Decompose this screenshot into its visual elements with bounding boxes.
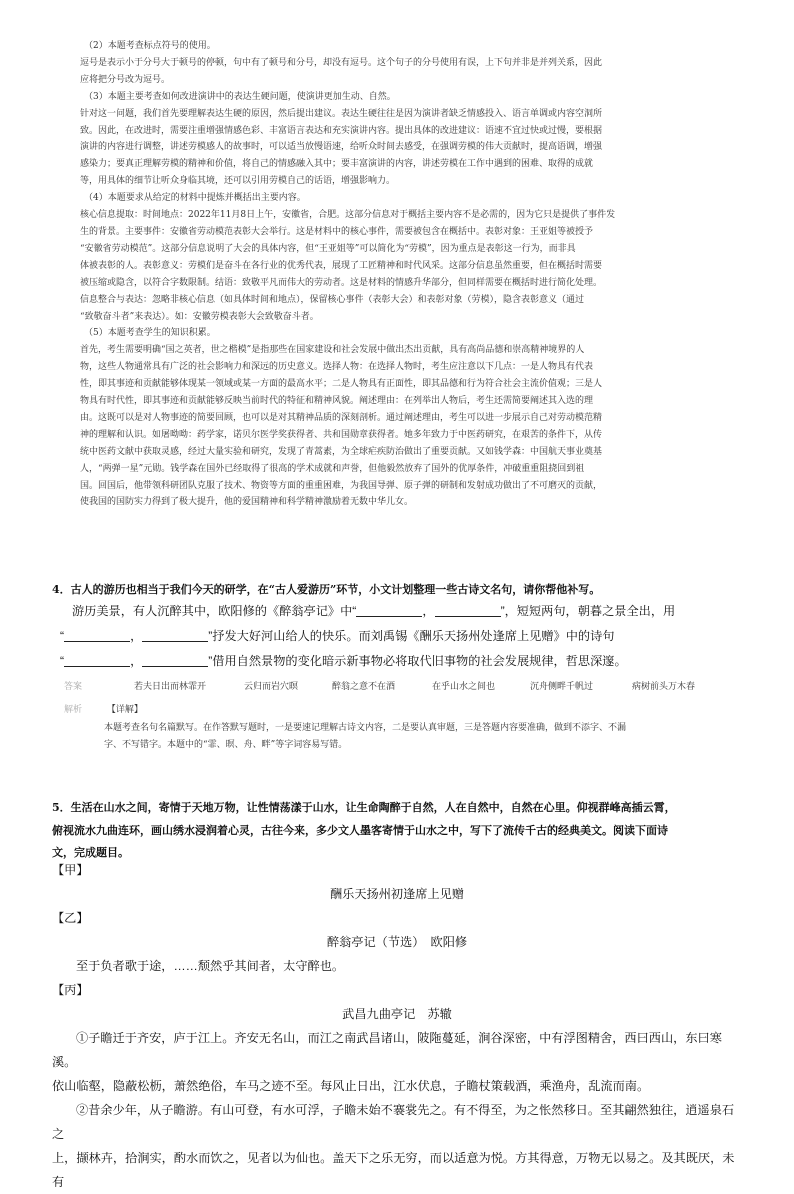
- q4-text: ”借用自然景物的变化暗示新事物必将取代旧事物的社会发展规律，哲思深邃。: [208, 654, 627, 668]
- passage-text-line: 依山临壑，隐蔽松枥，萧然绝俗，车马之迹不至。每风止日出，江水伏息，子瞻杖策载酒，乘渔舟，乱流而南。: [52, 1079, 650, 1093]
- analysis-2-heading: （2）本题考查标点符号的使用。: [84, 41, 216, 51]
- analysis-line: 使我国的国防实力得到了极大提升，他的爱国精神和科学精神激励着无数中华儿女。: [80, 497, 414, 508]
- answer-item: 病树前头万木春: [632, 682, 696, 692]
- analysis-line: 针对这一问题，我们首先要理解表达生硬的原因，然后提出建议。表达生硬往往是因为演讲者缺乏情感投入、语言单调或内容空洞所: [80, 108, 603, 119]
- analysis-line: 物具有时代性，即其事迹和贡献能够反映当前时代的特征和精神风貌。阐述理由：在列举出人物后，考生还需简要阐述其入选的理: [80, 396, 594, 407]
- fill-blank[interactable]: [64, 653, 130, 667]
- question-4-body: [52, 599, 752, 674]
- passage-label-yi: 【乙】: [52, 911, 89, 925]
- fill-blank[interactable]: [64, 628, 130, 642]
- answer-item: 在乎山水之间也: [432, 682, 496, 692]
- passage-title-bing: 武昌九曲亭记 苏辙: [342, 1007, 452, 1021]
- passage-text-yi: 至于负者歌于途，……颓然乎其间者，太守醉也。: [76, 959, 345, 973]
- reading-passages: [52, 858, 742, 1194]
- analysis-line: “安徽省劳动模范”。这部分信息说明了大会的具体内容，但“王亚姐等”可以简化为“劳模”，因为重点是表彰这一行为，而非具: [80, 243, 576, 254]
- fill-blank[interactable]: [435, 603, 501, 617]
- q5-line: 5．生活在山水之间，寄情于天地万物，让性情荡漾于山水，让生命陶醉于自然，人在自然中，自然在心里。仰视群峰高插云霄，: [52, 801, 676, 814]
- analysis-previous-question: [80, 38, 720, 511]
- analysis-line: 应将把分号改为逗号。: [80, 74, 171, 85]
- analysis-4-heading: （4）本题要求从给定的材料中提炼并概括出主要内容。: [84, 193, 306, 204]
- answer-row: [64, 676, 754, 698]
- q4-text: ”抒发大好河山给人的快乐。而刘禹锡《酬乐天扬州处逢席上见赠》中的诗句: [208, 629, 615, 643]
- fill-blank[interactable]: [142, 628, 208, 642]
- analysis-3-heading: （3）本题主要考查如何改进演讲中的表达生硬问题，使演讲更加生动、自然。: [84, 91, 396, 102]
- analysis-line: 信息整合与表达：忽略非核心信息（如具体时间和地点），保留核心事件（表彰大会）和表彰对象（劳模），隐含表彰意义（通过: [80, 294, 585, 305]
- analysis-tag: 解析: [64, 705, 83, 715]
- analysis-line: 致。因此，在改进时，需要注重增强情感色彩、丰富语言表达和充实演讲内容。提出具体的改进建议：语速不宜过快或过慢，要根据: [80, 125, 603, 136]
- analysis-line: 神的理解和认识。如屠呦呦：药学家，诺贝尔医学奖获得者、共和国勋章获得者。她多年致力于中医药研究，在艰苦的条件下，从传: [80, 429, 603, 440]
- analysis-line: 字、不写错字。本题中的“霏、暝、舟、畔”等字词容易写错。: [104, 740, 348, 750]
- question-5-heading: [52, 797, 752, 865]
- passage-title-jia: 酬乐天扬州初逢席上见赠: [329, 887, 465, 901]
- fill-blank[interactable]: [142, 653, 208, 667]
- q4-text: “: [60, 654, 65, 668]
- analysis-line: 生的背景。主要事件：安徽省劳动模范表彰大会举行。这是材料中的核心事件，需要被包含在概括中。表彰对象：王亚姐等被授予: [80, 226, 594, 237]
- analysis-line: 演讲的内容进行调整，讲述劳模感人的故事时，可以适当放慢语速，给听众时间去感受，在强调劳模的伟大贡献时，提高语调，增强: [80, 142, 603, 153]
- analysis-line: 首先，考生需要明确“国之英者，世之楷模”是指那些在国家建设和社会发展中做出杰出贡献，具有高尚品德和崇高精神境界的人: [80, 345, 585, 356]
- analysis-line: 逗号是表示小于分号大于顿号的停顿，句中有了顿号和分号，却没有逗号。这个句子的分号使用有误，上下句并非是并列关系，因此: [80, 57, 603, 68]
- answer-item: 醉翁之意不在酒: [332, 682, 396, 692]
- analysis-detail-label: 【详解】: [106, 705, 143, 715]
- passage-label-jia: 【甲】: [52, 863, 89, 877]
- answer-item: 云归而岩穴暝: [244, 682, 299, 692]
- analysis-line: 物，这些人物通常具有广泛的社会影响力和深远的历史意义。选择人物：在选择人物时，考生应注意以下几点：一是人物具有代表: [80, 362, 594, 373]
- analysis-line: 国。回国后，他带领科研团队克服了技术、物资等方面的重重困难，为我国导弹、原子弹的研制和发射成功做出了不可磨灭的贡献，: [80, 480, 603, 491]
- analysis-line: “致敬奋斗者”来表达）。如：安徽劳模表彰大会致敬奋斗者。: [80, 311, 319, 322]
- q4-text: ，: [130, 654, 143, 668]
- answer-item: 沉舟侧畔千帆过: [530, 682, 594, 692]
- question-4-heading: 4．古人的游历也相当于我们今天的研学，在“古人爱游历”环节，小文计划整理一些古诗文名句，请你帮他补写。: [52, 583, 601, 596]
- q5-line: 文，完成题目。: [52, 846, 129, 859]
- analysis-line: 由。这既可以是对人物事迹的简要回顾，也可以是对其精神品质的深刻剖析。通过阐述理由，考生可以进一步展示自己对劳动模范精: [80, 412, 603, 423]
- analysis-line: 体被表彰的人。表彰意义：劳模们是奋斗在各行业的优秀代表，展现了工匠精神和时代风采。这部分信息虽然重要，但在概括时需要: [80, 260, 603, 271]
- passage-text-line: 上，撷林卉，拾涧实，酌水而饮之，见者以为仙也。盖天下之乐无穷，而以适意为悦。方其得意，万物无以易之。及其既厌，未有: [52, 1151, 735, 1189]
- analysis-line: 感染力；要真正理解劳模的精神和价值，将自己的情感融入其中；要丰富演讲的内容，讲述劳模在工作中遇到的困难、取得的成就: [80, 159, 594, 170]
- fill-blank[interactable]: [356, 603, 422, 617]
- q4-text: 游历美景，有人沉醉其中，欧阳修的《醉翁亭记》中“: [72, 604, 357, 618]
- q4-text: “: [60, 629, 65, 643]
- analysis-line: 人，“两弹一星”元勋。钱学森在国外已经取得了很高的学术成就和声誉，但他毅然放弃了国外的优厚条件，冲破重重阻挠回到祖: [80, 463, 585, 474]
- q4-text: ，: [422, 604, 435, 618]
- analysis-line: 统中医药文献中获取灵感，经过大量实验和研究，发现了青蒿素，为全球疟疾防治做出了重要贡献。又如钱学森：中国航天事业奠基: [80, 446, 603, 457]
- passage-label-bing: 【丙】: [52, 983, 89, 997]
- q4-text: ，: [130, 629, 143, 643]
- answer-item: 若夫日出而林霏开: [134, 682, 207, 692]
- analysis-line: 等，用具体的细节让听众身临其境，还可以引用劳模自己的话语，增强影响力。: [80, 176, 396, 187]
- analysis-line: 本题考查名句名篇默写。在作答默写题时，一是要速记理解古诗文内容，二是要认真审题，三是答题内容要准确，做到不添字、不漏: [104, 722, 627, 733]
- analysis-line: 性，即其事迹和贡献能够体现某一领域或某一方面的最高水平；二是人物具有正面性，即其品德和行为符合社会主流价值观；三是人: [80, 379, 603, 390]
- analysis-5-heading: （5）本题考查学生的知识积累。: [84, 328, 216, 339]
- question-4-analysis: [64, 702, 744, 755]
- q5-line: 俯视流水九曲连环，画山绣水浸润着心灵，古往今来，多少文人墨客寄情于山水之中，写下了流传千古的经典美文。阅读下面诗: [52, 823, 668, 837]
- q4-text: ”，短短两句，朝暮之景全出，用: [500, 604, 676, 618]
- analysis-line: 核心信息提取：时间地点：2022年11月8日上午，安徽省，合肥。这部分信息对于概括主要内容不是必需的，因为它只是提供了事件发: [80, 210, 616, 221]
- answer-tag: 答案: [64, 682, 83, 692]
- analysis-line: 被压缩或隐含，以符合字数限制。结语：致敬平凡而伟大的劳动者。这是材料的情感升华部分，但同样需要在概括时进行简化处理。: [80, 277, 603, 288]
- passage-text-line: ②昔余少年，从子瞻游。有山可登，有水可浮，子瞻未始不褰裳先之。有不得至，为之怅然移日。至其翩然独往，逍遥泉石之: [52, 1103, 735, 1141]
- passage-text-line: ①子瞻迁于齐安，庐于江上。齐安无名山，而江之南武昌诸山，陂陁蔓延，涧谷深密，中有浮图精舍，西曰西山，东曰寒溪。: [52, 1031, 722, 1069]
- passage-title-yi: 醉翁亭记（节选） 欧阳修: [326, 935, 468, 949]
